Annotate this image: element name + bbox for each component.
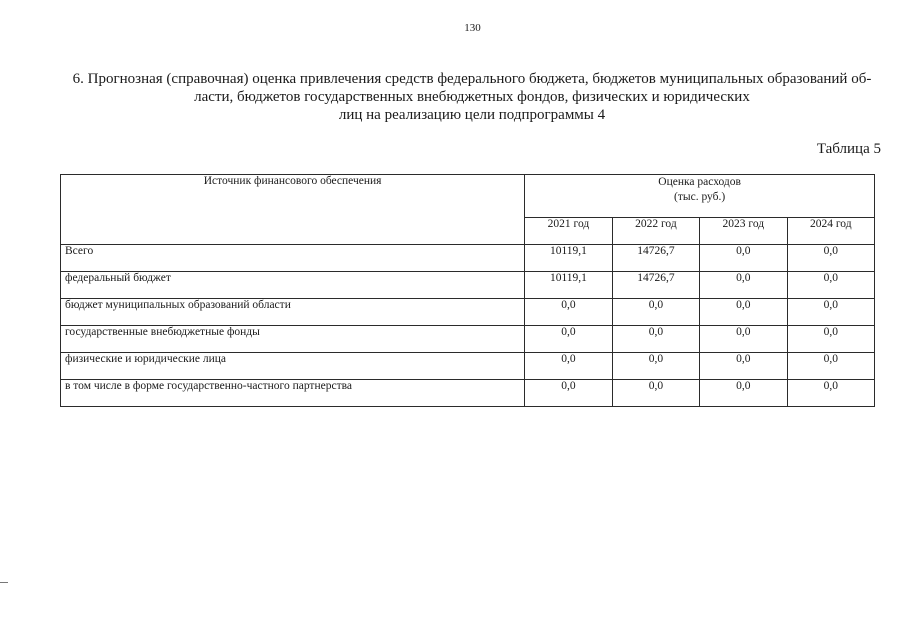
year-header: 2022 год [612,218,699,245]
value-cell: 0,0 [787,272,874,299]
heading-line-3: лиц на реализацию цели подпрограммы 4 [338,107,606,123]
value-cell: 0,0 [612,353,699,380]
expense-estimate-unit: (тыс. руб.) [674,191,726,203]
value-cell: 14726,7 [612,272,699,299]
table-label: Таблица 5 [816,141,881,157]
value-cell: 14726,7 [612,245,699,272]
table-row [61,353,875,380]
expense-estimate-header [525,175,875,218]
row-label: Всего [61,245,525,272]
row-label: физические и юридические лица [61,353,525,380]
value-cell: 0,0 [525,380,612,407]
value-cell: 0,0 [612,380,699,407]
scan-margin-mark [0,582,8,583]
value-cell: 0,0 [787,353,874,380]
value-cell: 10119,1 [525,272,612,299]
value-cell: 0,0 [700,245,787,272]
value-cell: 0,0 [700,272,787,299]
value-cell: 0,0 [612,299,699,326]
expense-estimate-title: Оценка расходов [658,176,741,188]
year-header: 2021 год [525,218,612,245]
value-cell: 0,0 [700,326,787,353]
value-cell: 10119,1 [525,245,612,272]
row-label: бюджет муниципальных образований области [61,299,525,326]
value-cell: 0,0 [525,299,612,326]
value-cell: 0,0 [700,380,787,407]
table-row [61,380,875,407]
row-label: в том числе в форме государственно-частного партнерства [61,380,525,407]
value-cell: 0,0 [787,299,874,326]
heading-line-2: ласти, бюджетов государственных внебюджетных фондов, физических и юридических [194,89,750,105]
heading-line-1: 6. Прогнозная (справочная) оценка привлечения средств федерального бюджета, бюджетов муниципальных образований об- [72,71,872,87]
value-cell: 0,0 [700,353,787,380]
table-row [61,299,875,326]
value-cell: 0,0 [700,299,787,326]
value-cell: 0,0 [787,380,874,407]
year-header: 2023 год [700,218,787,245]
table-row [61,272,875,299]
row-label: федеральный бюджет [61,272,525,299]
table-row [61,326,875,353]
row-label: государственные внебюджетные фонды [61,326,525,353]
table-row [61,245,875,272]
value-cell: 0,0 [612,326,699,353]
value-cell: 0,0 [787,326,874,353]
source-column-header: Источник финансового обеспечения [61,175,525,245]
financing-table [60,174,875,407]
page-number: 130 [464,22,481,34]
section-heading [62,70,882,124]
value-cell: 0,0 [525,326,612,353]
value-cell: 0,0 [525,353,612,380]
year-header: 2024 год [787,218,874,245]
value-cell: 0,0 [787,245,874,272]
